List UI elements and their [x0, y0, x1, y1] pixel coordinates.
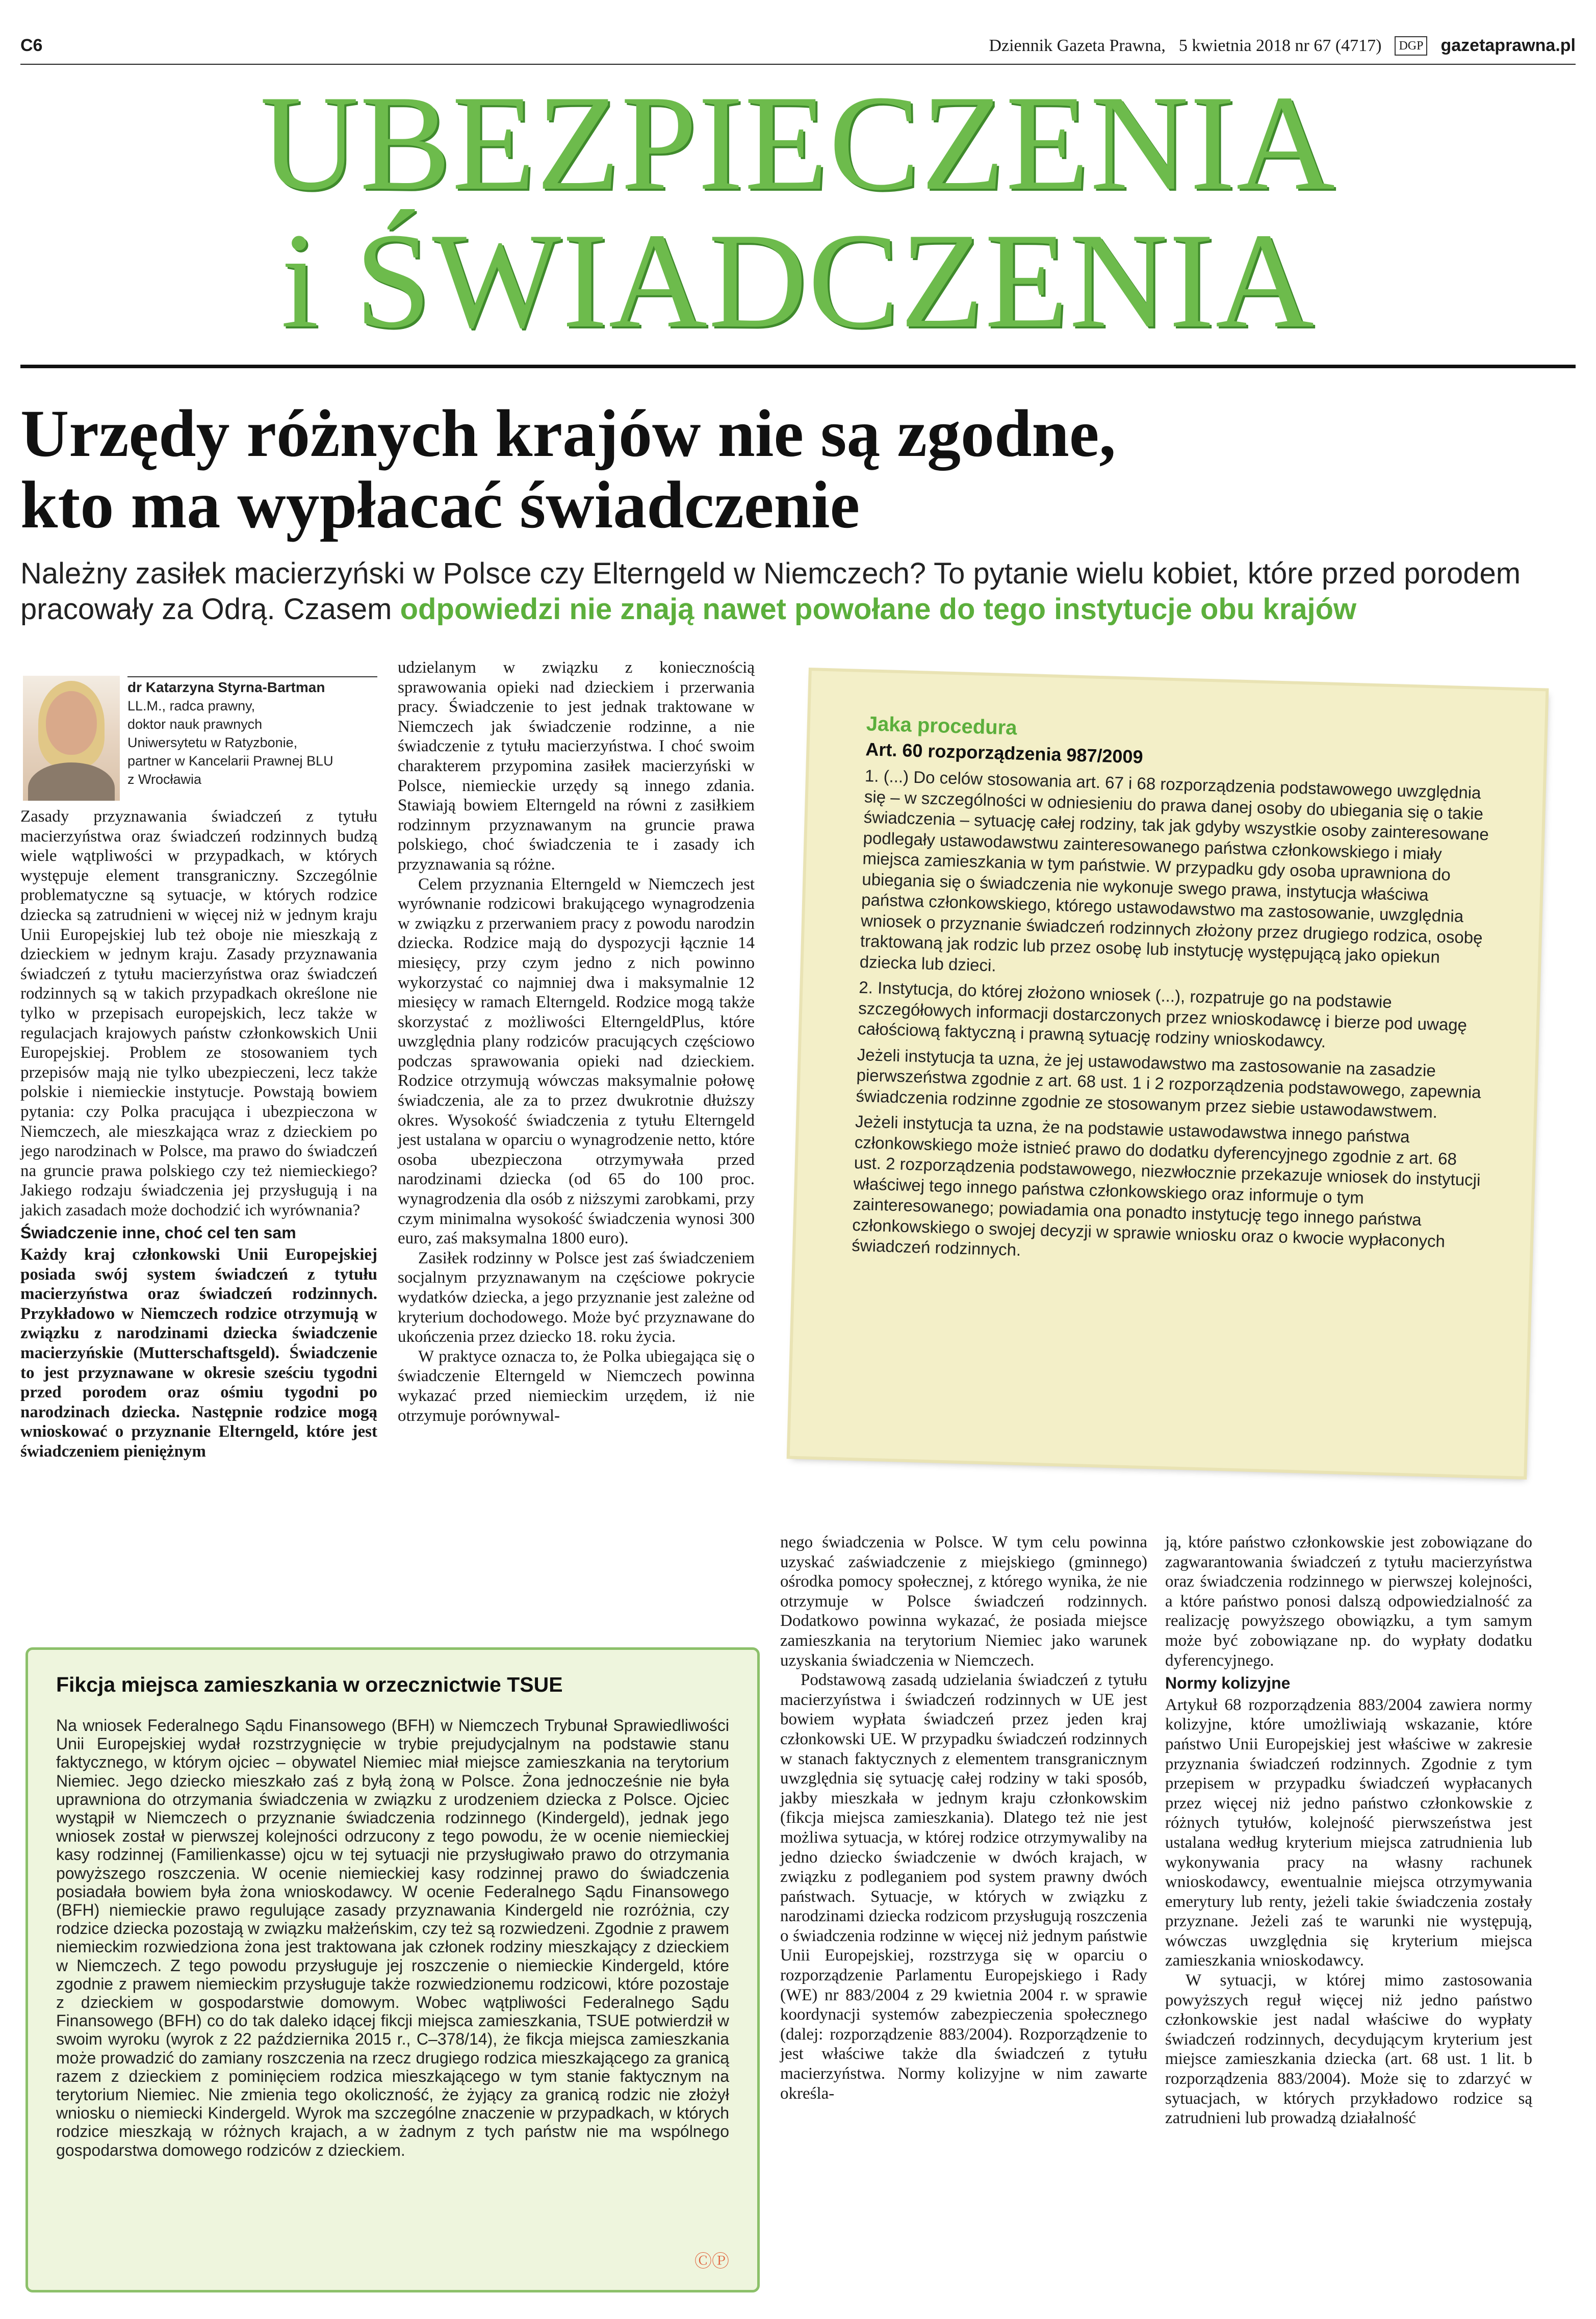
- col3-paragraph-1: nego świadczenia w Polsce. W tym celu powinna uzyskać zaświadczenie z miejskiego (gminnego) ośrodka pomocy społecznej, z którego wynika, że nie otrzymuje w Polsce świadczeń rodzinnych. Dodatkowo powinna wykazać, że posiada miejsce zamieszkania na terytorium Niemiec jako warunek uzyskania świadczenia w Niemczech.: [780, 1533, 1147, 1670]
- author-divider: [127, 676, 377, 677]
- page-number: C6: [20, 36, 43, 55]
- copyright-icon: ⒸⓅ: [694, 2252, 729, 2271]
- headline-line1: Urzędy różnych krajów nie są zgodne,: [20, 396, 1116, 471]
- author-line2: doktor nauk prawnych: [127, 717, 263, 732]
- procedure-subtitle: Art. 60 rozporządzenia 987/2009: [865, 738, 1144, 768]
- procedure-paragraph-3: Jeżeli instytucja ta uzna, że jej ustawodawstwo ma zastosowanie na zasadzie pierwszeństwa zgodnie z art. 68 ust. 1 i 2 rozporządzenia podstawowego, zapewnia świadczenia rodzinne zgodnie ze stosowanym przez siebie ustawodawstwem.: [856, 1044, 1482, 1122]
- procedure-paragraph-2: 2. Instytucja, do której złożono wniosek (...), rozpatruje go na podstawie szczegółowych informacji dostarczonych przez wnioskodawcę i bierze pod uwagę całościową faktyczną i prawną sytuację rodziny wnioskodawcy.: [857, 978, 1468, 1051]
- col2-paragraph-3: Zasiłek rodzinny w Polsce jest zaś świadczeniem socjalnym przyznawanym na częściowe pokrycie wydatków dziecka, a jego przyznanie jest zależne od kryterium dochodowego. Może być przyznawane do ukończenia przez dziecko 18. roku życia.: [398, 1248, 755, 1346]
- issue-date: 5 kwietnia 2018 nr 67 (4717): [1178, 36, 1382, 55]
- tsue-text: Na wniosek Federalnego Sądu Finansowego (BFH) w Niemczech Trybunał Sprawiedliwości Unii Europejskiej wydał rozstrzygnięcie w trybie prejudycjalnym na podstawie stanu faktycznego, w którym ojciec – obywatel Niemiec miał miejsce zamieszkania na terytorium Niemiec. Jego dziecko mieszkało zaś z byłą żoną w Polsce. Żona jednocześnie nie była uprawniona do otrzymania świadczenia w związku z urodzeniem dziecka z Polsce. Ojciec wystąpił w Niemczech o przyznanie świadczenia rodzinnego (Kindergeld), jednak jego wniosek został w pierwszej kolejności odrzucony z tego powodu, że w ocenie niemieckiej kasy rodzinnej (Familienkasse) ojcu w tej sytuacji nie przysługiwało prawo do otrzymania powyższego roszczenia. W ocenie niemieckiej kasy rodzinnej prawo do świadczenia posiadała bowiem była żona wnioskodawcy. W ocenie Federalnego Sądu Finansowego (BFH) niemieckie prawo regulujące zasady przyznawania Kindergeld nie rozróżnia, czy rodzice dziecka pozostają w związku małżeńskim, czy też są rozwiedzeni. Zgodnie z prawem niemieckim rozwiedziona żona jest traktowana jak członek rodziny mieszkający z dzieckiem w Niemczech. Z tego powodu przysługuje jej roszczenie o niemieckie Kindergeld, które zgodnie z prawem niemieckim przysługuje także rozwiedzionemu rodzicowi, które pozostaje z dzieckiem w gospodarstwie domowym. Wobec wątpliwości Federalnego Sądu Finansowego (BFH) co do tak daleko idącej fikcji miejsca zamieszkania, TSUE potwierdził w swoim wyroku (wyrok z 22 października 2015 r., C–378/14), że fikcja miejsca zamieszkania może prowadzić do zamiany roszczenia na rzecz drugiego rodzica mieszkającego za granicą razem z dzieckiem z pominięciem rodzica mieszkającego w tym stanie faktycznym na terytorium Niemiec. Nie zmienia tego okoliczność, że żyjący za granicą rodzic nie złożył wniosku o niemiecki Kindergeld. Wyrok ma szczególne znaczenie w przypadkach, w których rodzice mieszkają w różnych krajach, a w żadnym z tych państw nie ma wspólnego gospodarstwa domowego rodziców z dzieckiem.: [56, 1716, 729, 2159]
- dgp-logo: DGP: [1395, 36, 1427, 56]
- col2-paragraph-4: W praktyce oznacza to, że Polka ubiegająca się o świadczenie Elterngeld w Niemczech powinna wykazać przed niemieckim urzędem, iż nie otrzymuje porównywal-: [398, 1347, 755, 1425]
- author-line1: LL.M., radca prawny,: [127, 698, 255, 713]
- col4-paragraph-1: ją, które państwo członkowskie jest zobowiązane do zagwarantowania świadczeń z tytułu macierzyństwa oraz świadczenia rodzinnego w pierwszej kolejności, a które państwo ponosi dalszą odpowiedzialność za realizację powyższego obowiązku, a tym samym może być zobowiązane np. do wypłaty dodatku dyferencyjnego.: [1165, 1533, 1532, 1670]
- section-title: [0, 67, 1596, 356]
- col1-subheading: Świadczenie inne, choć cel ten sam: [20, 1224, 296, 1242]
- author-photo-body: [28, 762, 115, 801]
- author-photo: [23, 676, 120, 801]
- article-column-1: [20, 807, 377, 1462]
- headline: [20, 398, 1565, 541]
- lead-highlight: odpowiedzi nie znają nawet powołane do tego instytucje obu krajów: [400, 593, 1357, 626]
- col3-paragraph-2: Podstawową zasadą udzielania świadczeń z tytułu macierzyństwa i świadczeń rodzinnych w UE jest bowiem wypłata świadczeń przez jeden kraj członkowski UE. W przypadku świadczeń rodzinnych w stanach faktycznych z elementem transgranicznym uwzględnia się sytuację całej rodziny w taki sposób, jakby mieszkała w jednym kraju członkowskim (fikcja miejsca zamieszkania). Dlatego też nie jest możliwa sytuacja, w której rodzice otrzymywaliby na jedno dziecko świadczenie w dwóch krajach, w związku z podleganiem pod system prawny dwóch państwach. Sytuacje, w których w związku z narodzinami dziecka rodzicom przysługują roszczenia o świadczenia rodzinne w więcej niż jednym państwie Unii Europejskiej, rozstrzyga się w oparciu o rozporządzenie Parlamentu Europejskiego i Rady (WE) nr 883/2004 z 29 kwietnia 2004 r. w sprawie koordynacji systemów zabezpieczenia społecznego (dalej: rozporządzenie 883/2004). Rozporządzenie to jest właściwe także dla świadczeń z tytułu macierzyństwa. Normy kolizyjne w nim zawarte określa-: [780, 1671, 1147, 2103]
- procedure-content: [852, 710, 1499, 1279]
- tsue-title: Fikcja miejsca zamieszkania w orzecznictwie TSUE: [56, 1673, 563, 1696]
- procedure-paragraph-1: 1. (...) Do celów stosowania art. 67 i 68 rozporządzenia podstawowego uwzględnia się – w szczególności w odniesieniu do prawa danej osoby do ubiegania się o takie świadczenia – sytuację całej rodziny, tak jak gdyby wszystkie osoby zainteresowane podlegały ustawodawstwu zainteresowanego państwa członkowskiego i miały miejsca zamieszkania w tym państwie. W przypadku gdy osoba uprawniona do ubiegania się o świadczenia nie wykonuje swego prawa, instytucja właściwa państwa członkowskiego, którego ustawodawstwo ma zastosowanie, uwzględnia wniosek o przyznanie świadczeń rodzinnych złożony przez drugiego rodzica, osobę traktowaną jak rodzic lub przez osobę lub instytucję występującą jako opiekun dziecka lub dzieci.: [859, 766, 1489, 975]
- col1-paragraph-2: Każdy kraj członkowski Unii Europejskiej posiada swój system świadczeń z tytułu macierzyństwa oraz świadczeń rodzinnych. Przykładowo w Niemczech rodzice otrzymują w związku z narodzinami dziecka świadczenie macierzyńskie (Mutterschaftsgeld). Świadczenie to jest przyznawane w okresie sześciu tygodni przed porodem oraz ośmiu tygodni po narodzinach dziecka. Następnie rodzice mogą wnioskować o przyznanie Elterngeld, które jest świadczeniem pieniężnym: [20, 1245, 377, 1461]
- author-line4: partner w Kancelarii Prawnej BLU: [127, 753, 333, 769]
- headline-line2: kto ma wypłacać świadczenie: [20, 467, 860, 542]
- procedure-title: Jaka procedura: [866, 712, 1018, 740]
- top-divider: [20, 64, 1576, 65]
- site-link[interactable]: gazetaprawna.pl: [1440, 36, 1576, 55]
- col4-paragraph-2: Artykuł 68 rozporządzenia 883/2004 zawiera normy kolizyjne, które umożliwiają wskazanie, które państwo Unii Europejskiej jest właściwe w zakresie przyznania świadczeń rodzinnych. Zgodnie z tym przepisem w przypadku świadczeń wypłacanych przez więcej niż jedno państwo członkowskie z różnych tytułów, kolejność pierwszeństwa jest ustalana według kryterium miejsca zatrudnienia lub wykonywania pracy na własny rachunek wnioskodawcy, ewentualnie miejsca otrzymywania emerytury lub renty, jeżeli takie świadczenia zostały przyznane. Jeżeli zaś te warunki nie występują, wówczas uwzględnia się kryterium miejsca zamieszkania wnioskodawcy.: [1165, 1695, 1532, 1970]
- author-photo-face: [46, 691, 97, 755]
- col4-paragraph-3: W sytuacji, w której mimo zastosowania powyższych reguł więcej niż jedno państwo członkowskie jest nadal właściwe do wypłaty świadczeń rodzinnych, decydującym kryterium jest miejsce zamieszkania dziecka (art. 68 ust. 1 lit. b rozporządzenia 883/2004). Może się to zdarzyć w sytuacjach, w których przykładowo rodzice są zatrudnieni lub prowadzą działalność: [1165, 1971, 1532, 2128]
- author-info: [127, 678, 372, 788]
- article-column-2: [398, 658, 755, 1425]
- col2-paragraph-2: Celem przyznania Elterngeld w Niemczech jest wyrównanie rodzicowi brakującego wynagrodzenia w związku z przerwaniem pracy z powodu narodzin dziecka. Rodzice mają do dyspozycji łącznie 14 miesięcy, przy czym jedno z nich powinno wykorzystać co najmniej dwa i maksymalnie 12 miesięcy w ramach Elterngeld. Rodzice mogą także skorzystać z możliwości ElterngeldPlus, które uwzględnia plany rodziców pracujących częściowo podczas sprawowania opieki nad dzieckiem. Rodzice otrzymują wówczas maksymalnie połowę świadczenia, ale za to przez dwukrotnie dłuższy okres. Wysokość świadczenia z tytułu Elterngeld jest ustalana w oparciu o wynagrodzenie netto, które osoba ubezpieczona otrzymywała przed narodzinami dziecka (od 65 do 100 proc. wynagrodzenia dla osób z niższymi zarobkami, przy czym minimalna wysokość świadczenia wynosi 300 euro, zaś maksymalna 1800 euro).: [398, 875, 755, 1248]
- article-column-4: [1165, 1533, 1532, 2128]
- author-line5: z Wrocławia: [127, 772, 202, 787]
- section-title-line1: UBEZPIECZENIA: [260, 67, 1336, 218]
- lead-paragraph: [20, 556, 1565, 627]
- procedure-paragraph-4: Jeżeli instytucja ta uzna, że na podstawie ustawodawstwa innego państwa członkowskiego może istnieć prawo do dodatku dyferencyjnego zgodnie z art. 68 ust. 2 rozporządzenia podstawowego, niezwłocznie przekazuje wniosek do instytucji właściwej tego innego państwa członkowskiego oraz informuje o tym zainteresowanego; powiadamia ona ponadto instytucję tego innego państwa członkowskiego o swojej decyzji w sprawie wniosku oraz o kwocie wypłaconych świadczeń rodzinnych.: [851, 1111, 1481, 1260]
- author-line3: Uniwersytetu w Ratyzbonie,: [127, 735, 298, 750]
- tsue-box: [25, 1647, 760, 2292]
- col1-paragraph-1: Zasady przyznawania świadczeń z tytułu macierzyństwa oraz świadczeń rodzinnych budzą wiele wątpliwości w przypadkach, w których występuje element transgraniczny. Szczególnie problematyczne są sytuacje, w których rodzice dziecka są zatrudnieni w więcej niż w jednym kraju Unii Europejskiej lub też oboje nie mieszkają z dzieckiem w jednym kraju. Zasady przyznawania świadczeń z tytułu macierzyństwa oraz świadczeń rodzinnych są w takich przypadkach określone nie tylko w przepisach europejskich, lecz także w regulacjach krajowych państw członkowskich Unii Europejskiej. Problem ze stosowaniem tych przepisów mają nie tylko ubezpieczeni, lecz także polskie i niemieckie instytucje. Powstają bowiem pytania: czy Polka pracująca i ubezpieczona w Niemczech, ale mieszkająca wraz z dzieckiem po jego narodzinach w Polsce, ma prawo do świadczeń na gruncie prawa polskiego czy też niemieckiego? Jakiego rodzaju świadczenia jej przysługują i na jakich zasadach może dochodzić ich wyrównania?: [20, 807, 377, 1219]
- col4-subheading: Normy kolizyjne: [1165, 1674, 1291, 1693]
- section-title-line2: i ŚWIADCZENIA: [280, 205, 1316, 356]
- lead-text: Należny zasiłek macierzyński w Polsce czy Elterngeld w Niemczech? To pytanie wielu kobiet, które przed porodem pracowały za Odrą. Czasem: [20, 557, 1521, 626]
- article-column-3: [780, 1533, 1147, 2103]
- section-divider: [20, 365, 1576, 368]
- col2-paragraph-1: udzielanym w związku z koniecznością sprawowania opieki nad dzieckiem i przerwania pracy. Świadczenie to jest jednak traktowane w Niemczech jak świadczenie rodzinne, a nie świadczenie z tytułu macierzyństwa. I choć swoim charakterem przypomina zasiłek macierzyński w Polsce, niemieckie urzędy są innego zdania. Stawiają bowiem Elterngeld na równi z zasiłkiem rodzinnym przyznawanym na gruncie prawa polskiego, choć świadczenia te i zasady ich przyznawania są różne.: [398, 658, 755, 874]
- publication-name: Dziennik Gazeta Prawna,: [989, 36, 1166, 55]
- author-name: dr Katarzyna Styrna-Bartman: [127, 679, 325, 695]
- masthead: [989, 36, 1576, 56]
- procedure-box: [790, 671, 1546, 1476]
